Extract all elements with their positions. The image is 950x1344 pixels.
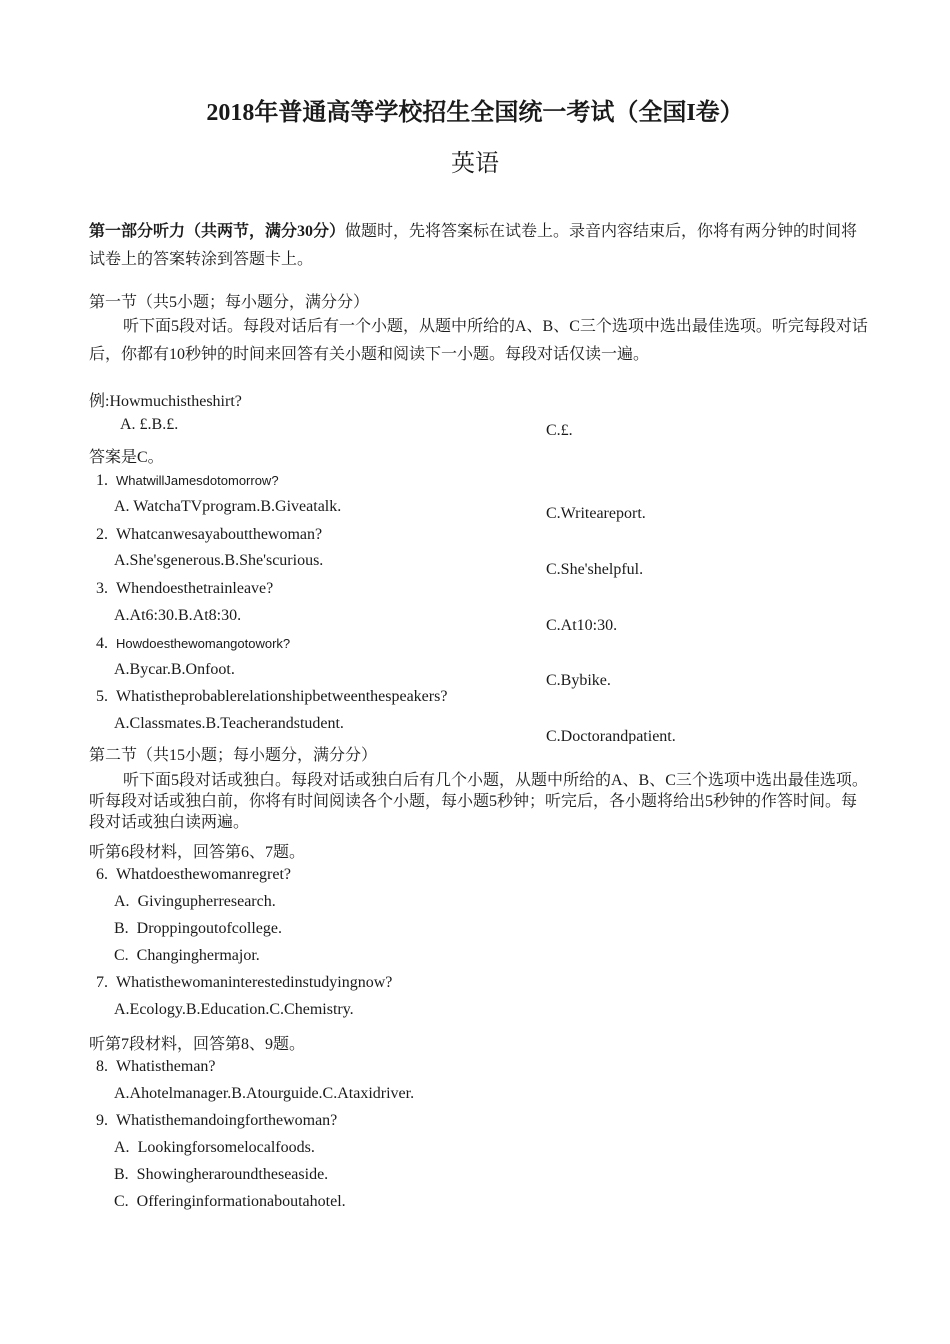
part1-heading-rest: 做题时，先将答案标在试卷上。录音内容结束后，你将有两分钟的时间将试卷上的答案转涂到答题卡上。 (89, 223, 858, 268)
question-6-option-a (114, 893, 276, 911)
question-3-options-ab: A.At6:30.B.At8:30. (114, 607, 242, 624)
question-9-option-c (114, 1193, 346, 1211)
section2-heading: 第二节（共15小题；每小题分，满分分） (89, 747, 378, 764)
question-text: WhatwillJamesdotomorrow? (116, 473, 279, 488)
question-number: 4. (96, 635, 108, 652)
question-text: Whatistheprobablerelationshipbetweenthespeakers? (116, 688, 448, 705)
question-text: Whatisthemandoingforthewoman? (116, 1112, 338, 1129)
question-number: 9. (96, 1112, 108, 1129)
question-number: 2. (96, 526, 108, 543)
question-text: Howdoesthewomangotowork? (116, 636, 291, 651)
question-7 (96, 974, 392, 992)
question-text: Whendoesthetrainleave? (116, 580, 274, 597)
question-text: Whatisthewomaninterestedinstudyingnow? (116, 974, 393, 991)
question-1 (96, 472, 279, 490)
question-9-option-b (114, 1166, 328, 1184)
question-number: 1. (96, 472, 108, 489)
question-5 (96, 688, 447, 706)
exam-subject: 英语 (451, 151, 499, 177)
exam-title: 2018年普通高等学校招生全国统一考试（全国I卷） (206, 100, 744, 126)
question-2-options-ab: A.She'sgenerous.B.She'scurious. (114, 552, 324, 569)
question-text: Whatdoesthewomanregret? (116, 866, 292, 883)
question-2 (96, 526, 322, 544)
question-6-option-c (114, 947, 260, 965)
option-letter: C. (114, 947, 129, 964)
part1-heading-bold: 第一部分听力（共两节，满分30分） (89, 223, 346, 240)
option-text: Lookingforsomelocalfoods. (137, 1139, 315, 1156)
question-9-option-a (114, 1139, 315, 1157)
question-3-option-c: C.At10:30. (546, 617, 618, 634)
question-5-option-c: C.Doctorandpatient. (546, 728, 676, 744)
question-8-options: A.Ahotelmanager.B.Atourguide.C.Ataxidriver. (114, 1085, 415, 1102)
option-text: Changinghermajor. (136, 947, 260, 964)
example-answer: 答案是C。 (89, 449, 164, 466)
example-option-c: C.£. (546, 422, 573, 439)
example-options-ab: A. £.B.£. (120, 416, 179, 433)
option-text: Showingheraroundtheseaside. (136, 1166, 329, 1183)
question-9 (96, 1112, 337, 1130)
question-1-options-ab: A. WatchaTVprogram.B.Giveatalk. (114, 498, 342, 515)
example-question: 例:Howmuchistheshirt? (89, 393, 242, 410)
option-letter: B. (114, 920, 129, 937)
question-text: Whatistheman? (116, 1058, 216, 1075)
part1-heading (89, 218, 871, 274)
question-4-option-c: C.Bybike. (546, 672, 611, 689)
question-8 (96, 1058, 216, 1076)
section1-heading: 第一节（共5小题；每小题分，满分分） (89, 294, 370, 311)
question-4-options-ab: A.Bycar.B.Onfoot. (114, 661, 235, 678)
question-6 (96, 866, 291, 884)
section2-instructions: 听下面5段对话或独白。每段对话或独白后有几个小题，从题中所给的A、B、C三个选项中选出最佳选项。听每段对话或独白前，你将有时间阅读各个小题，每小题5秒钟；听完后，各小题将给出5秒钟的作答时间。每段对话或独白读两遍。 (89, 772, 868, 831)
option-letter: A. (114, 893, 130, 910)
material7-intro: 听第7段材料，回答第8、9题。 (89, 1036, 306, 1053)
section1-instructions: 听下面5段对话。每段对话后有一个小题，从题中所给的A、B、C三个选项中选出最佳选项。听完每段对话后，你都有10秒钟的时间来回答有关小题和阅读下一小题。每段对话仅读一遍。 (89, 318, 868, 363)
question-number: 7. (96, 974, 108, 991)
question-3 (96, 580, 273, 598)
question-4 (96, 635, 290, 653)
question-2-option-c: C.She'shelpful. (546, 561, 644, 578)
question-5-options-ab: A.Classmates.B.Teacherandstudent. (114, 715, 344, 732)
question-6-option-b (114, 920, 282, 938)
question-number: 5. (96, 688, 108, 705)
option-text: Givingupherresearch. (137, 893, 276, 910)
option-text: Droppingoutofcollege. (136, 920, 282, 937)
question-number: 3. (96, 580, 108, 597)
question-number: 8. (96, 1058, 108, 1075)
question-text: Whatcanwesayaboutthewoman? (116, 526, 323, 543)
question-1-option-c: C.Writeareport. (546, 505, 646, 522)
option-letter: C. (114, 1193, 129, 1210)
option-letter: B. (114, 1166, 129, 1183)
question-number: 6. (96, 866, 108, 883)
material6-intro: 听第6段材料，回答第6、7题。 (89, 844, 306, 861)
option-letter: A. (114, 1139, 130, 1156)
option-text: Offeringinformationaboutahotel. (136, 1193, 346, 1210)
question-7-options: A.Ecology.B.Education.C.Chemistry. (114, 1001, 354, 1018)
